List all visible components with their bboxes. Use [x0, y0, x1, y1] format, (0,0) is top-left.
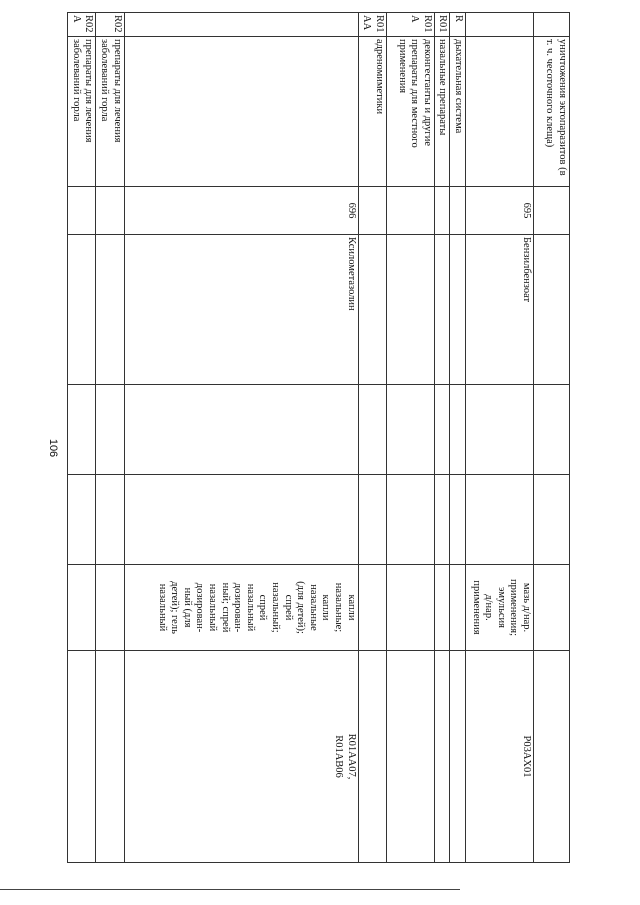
- table-row: [466, 13, 534, 863]
- cell-number: 695: [466, 187, 534, 235]
- cell-atc: [450, 651, 466, 863]
- cell-empty: [450, 475, 466, 565]
- cell-empty: [534, 475, 570, 565]
- cell-group: уничтожения эктопаразитов (в т. ч. чесоточного клеща): [534, 37, 570, 187]
- cell-code: R01A: [386, 13, 434, 37]
- cell-form: [534, 565, 570, 651]
- cell-code: R02: [96, 13, 124, 37]
- footer-divider: [0, 889, 460, 890]
- cell-empty: [358, 385, 386, 475]
- cell-form: мазь д/нар. применения; эмульсия д/нар. применения: [466, 565, 534, 651]
- cell-empty: [124, 475, 358, 565]
- cell-empty: [96, 475, 124, 565]
- cell-code: R01AA: [358, 13, 386, 37]
- cell-name: [434, 235, 450, 385]
- cell-name: Бензилбензоат: [466, 235, 534, 385]
- cell-atc: P03AX01: [466, 651, 534, 863]
- cell-empty: [434, 385, 450, 475]
- cell-number: [386, 187, 434, 235]
- page-number: 106: [47, 438, 60, 458]
- cell-group: назальные препараты: [434, 37, 450, 187]
- cell-group: препараты для лечения заболеваний горла: [68, 37, 96, 187]
- cell-code: [466, 13, 534, 37]
- cell-form: капли назальные; капли назальные (для детей); спрей назальный; спрей назальный дозирован- ный; спрей назальный дозирован- ный (для детей); гель назальный: [124, 565, 358, 651]
- table-body: [68, 13, 570, 863]
- cell-code: R01: [434, 13, 450, 37]
- cell-atc: [434, 651, 450, 863]
- cell-form: [434, 565, 450, 651]
- table-row: [534, 13, 570, 863]
- cell-empty: [124, 385, 358, 475]
- cell-atc: [386, 651, 434, 863]
- cell-code: [534, 13, 570, 37]
- table-row: [68, 13, 96, 863]
- cell-name: Ксилометазолин: [124, 235, 358, 385]
- cell-number: [450, 187, 466, 235]
- table-row: [434, 13, 450, 863]
- table-row: [386, 13, 434, 863]
- cell-form: [96, 565, 124, 651]
- cell-number: [434, 187, 450, 235]
- cell-number: [534, 187, 570, 235]
- drug-classification-table: [67, 12, 570, 863]
- cell-form: [358, 565, 386, 651]
- cell-name: [450, 235, 466, 385]
- cell-group: [466, 37, 534, 187]
- cell-code: R02A: [68, 13, 96, 37]
- cell-empty: [434, 475, 450, 565]
- cell-number: [358, 187, 386, 235]
- cell-number: 696: [124, 187, 358, 235]
- table-row: [96, 13, 124, 863]
- rotated-table-container: [70, 12, 570, 862]
- cell-atc: R01AA07, R01AB06: [124, 651, 358, 863]
- table-row: [124, 13, 358, 863]
- cell-empty: [96, 385, 124, 475]
- cell-empty: [386, 385, 434, 475]
- cell-name: [358, 235, 386, 385]
- cell-atc: [358, 651, 386, 863]
- cell-empty: [68, 385, 96, 475]
- cell-empty: [358, 475, 386, 565]
- table-row: [450, 13, 466, 863]
- cell-empty: [466, 385, 534, 475]
- cell-number: [68, 187, 96, 235]
- cell-name: [96, 235, 124, 385]
- cell-group: дыхательная система: [450, 37, 466, 187]
- cell-form: [450, 565, 466, 651]
- cell-number: [96, 187, 124, 235]
- cell-empty: [386, 475, 434, 565]
- table-row: [358, 13, 386, 863]
- cell-form: [386, 565, 434, 651]
- cell-empty: [68, 475, 96, 565]
- cell-group: [124, 37, 358, 187]
- cell-empty: [450, 385, 466, 475]
- cell-atc: [68, 651, 96, 863]
- cell-atc: [534, 651, 570, 863]
- cell-name: [386, 235, 434, 385]
- cell-empty: [534, 385, 570, 475]
- cell-group: адреномиметики: [358, 37, 386, 187]
- cell-code: [124, 13, 358, 37]
- cell-group: деконгестанты и другие препараты для местного применения: [386, 37, 434, 187]
- cell-empty: [466, 475, 534, 565]
- cell-form: [68, 565, 96, 651]
- cell-name: [68, 235, 96, 385]
- cell-group: препараты для лечения заболеваний горла: [96, 37, 124, 187]
- cell-atc: [96, 651, 124, 863]
- cell-name: [534, 235, 570, 385]
- cell-code: R: [450, 13, 466, 37]
